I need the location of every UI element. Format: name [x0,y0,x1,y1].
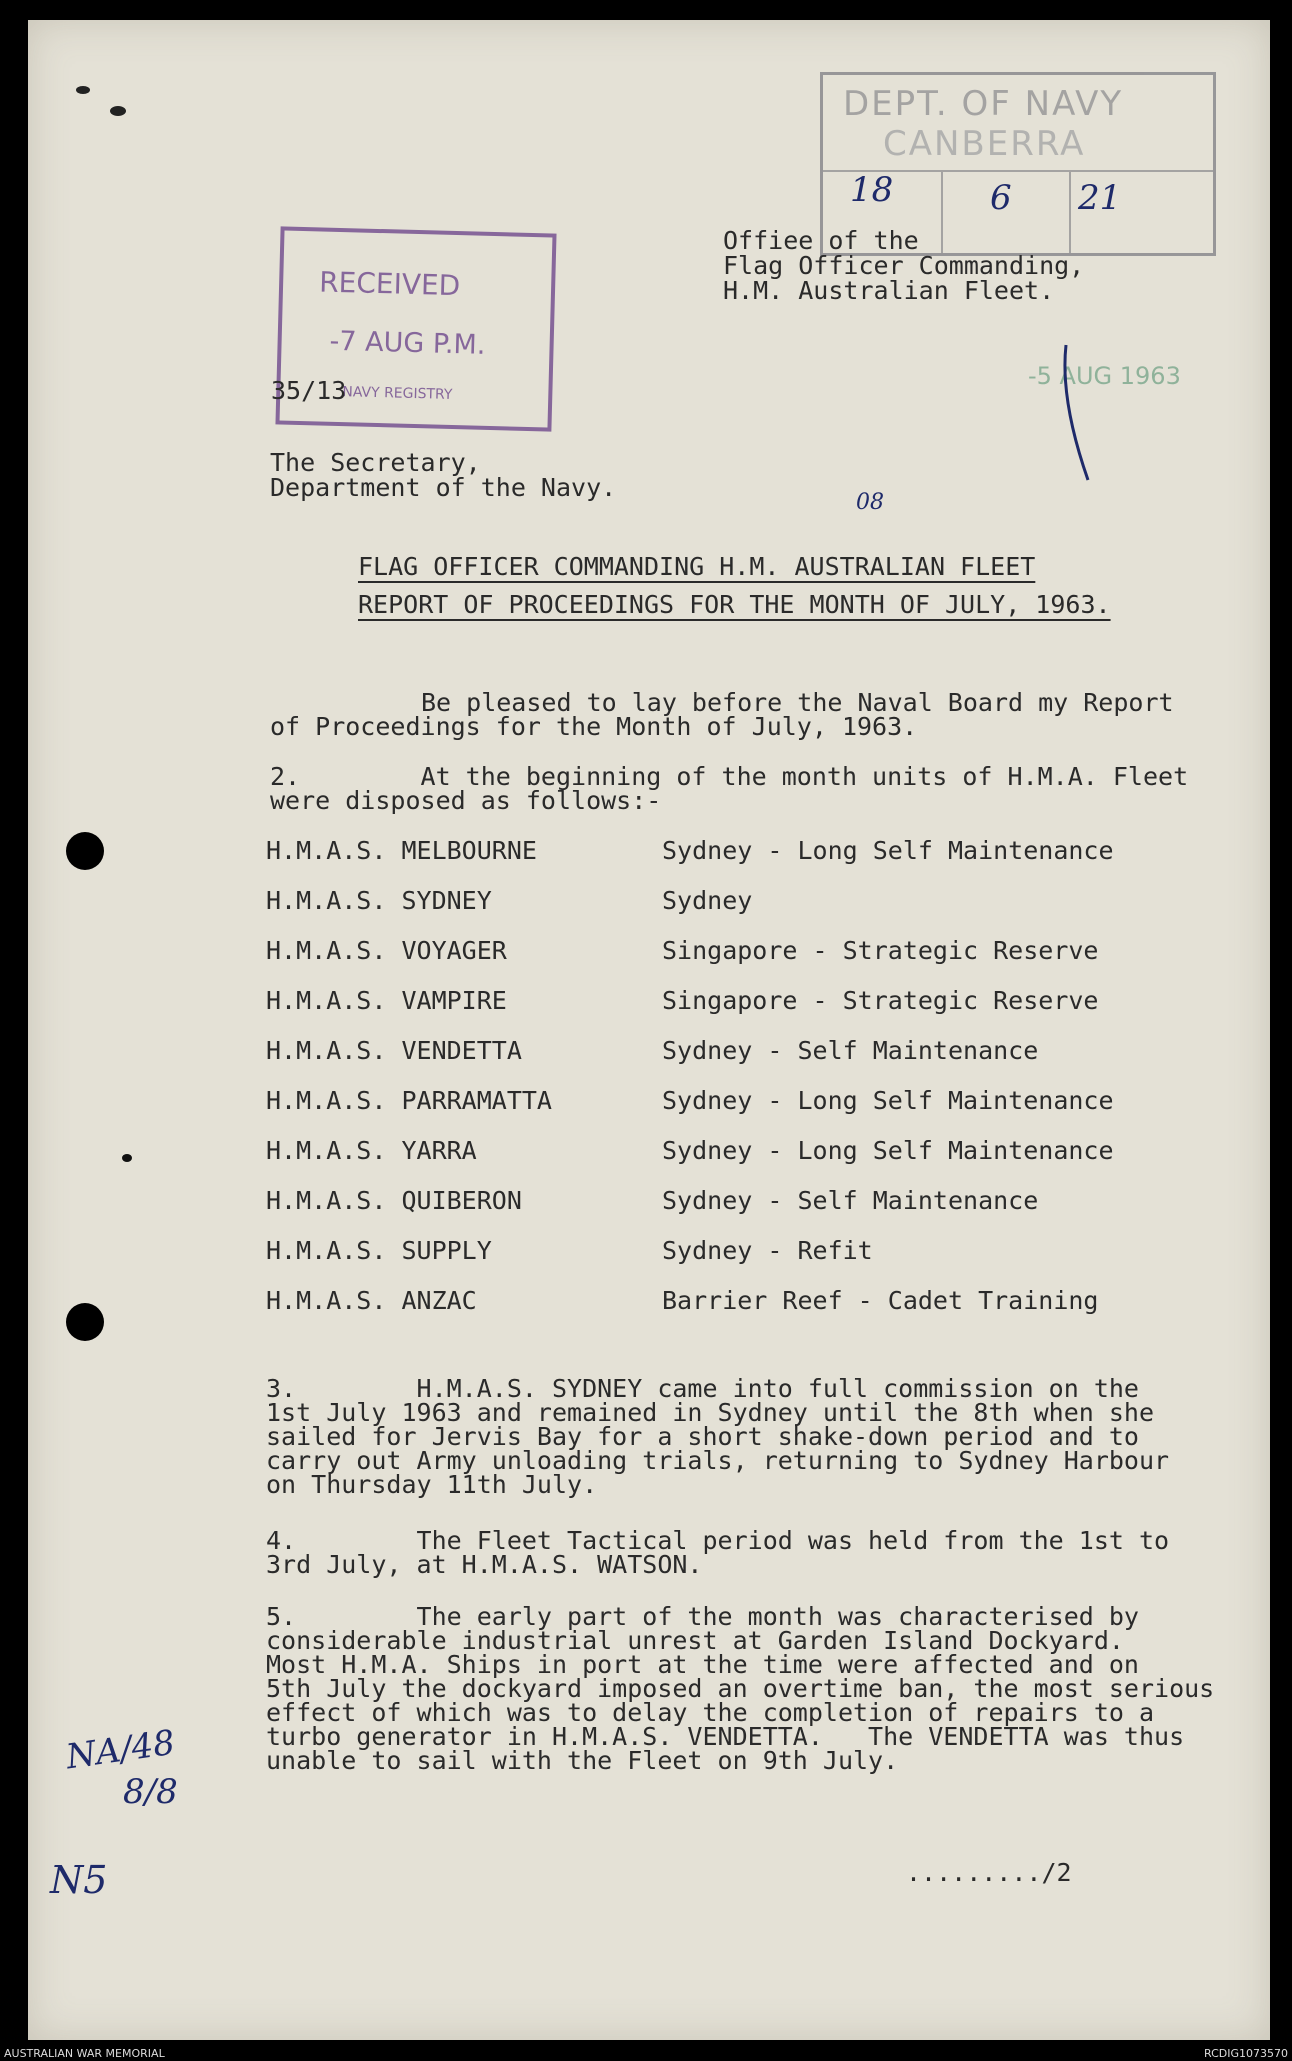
para4-line-1: 4. The Fleet Tactical period was held from the 1st to [266,1526,1170,1555]
received-stamp-date: -7 AUG P.M. [329,325,486,361]
ship-name: H.M.A.S. VENDETTA [266,1036,522,1065]
office-line-1: Offiee of the [723,226,919,255]
dept-navy-number-2: 6 [990,178,1012,218]
pen-stroke [1058,340,1098,490]
para3-line-1: 3. H.M.A.S. SYDNEY came into full commission on the [266,1374,1139,1403]
title-line-1: FLAG OFFICER COMMANDING H.M. AUSTRALIAN FLEET [358,552,1036,581]
para4-line-2: 3rd July, at H.M.A.S. WATSON. [266,1550,703,1579]
title-line-2: REPORT OF PROCEEDINGS FOR THE MONTH OF JULY, 1963. [358,590,1111,619]
ship-row [266,1188,1166,1218]
para5-line-2: considerable industrial unrest at Garden Island Dockyard. [266,1626,1124,1655]
ship-location: Sydney [662,886,753,915]
ship-name: H.M.A.S. YARRA [266,1136,477,1165]
margin-note-2: 8/8 [123,1772,178,1812]
document-page [28,20,1270,2040]
ship-row [266,1038,1166,1068]
ship-location: Sydney - Long Self Maintenance [662,836,1114,865]
para3-line-2: 1st July 1963 and remained in Sydney until the 8th when she [266,1398,1155,1427]
para2-line-1: 2. At the beginning of the month units of H.M.A. Fleet [270,762,1189,791]
ship-name: H.M.A.S. MELBOURNE [266,836,537,865]
ship-location: Sydney - Self Maintenance [662,1036,1039,1065]
ship-name: H.M.A.S. VAMPIRE [266,986,507,1015]
received-stamp-registry: NAVY REGISTRY [342,384,453,403]
dept-navy-number-1: 18 [850,170,894,210]
office-line-3: H.M. Australian Fleet. [723,276,1055,305]
intro-line-1: Be pleased to lay before the Naval Board my Report [421,688,1174,717]
margin-note-3: N5 [50,1858,108,1902]
para3-line-4: carry out Army unloading trials, returning to Sydney Harbour [266,1446,1170,1475]
ship-row [266,938,1166,968]
addressee-line-2: Department of the Navy. [270,473,617,502]
ship-row [266,988,1166,1018]
ship-name: H.M.A.S. PARRAMATTA [266,1086,552,1115]
ship-row [266,1088,1166,1118]
date-stamp: -5 AUG 1963 [1028,362,1181,390]
ship-row [266,838,1166,868]
ship-location: Sydney - Long Self Maintenance [662,1086,1114,1115]
intro-line-2: of Proceedings for the Month of July, 1963. [270,712,918,741]
received-stamp-line1: RECEIVED [318,265,461,303]
dept-navy-number-3: 21 [1078,178,1122,218]
punch-hole [66,1303,104,1341]
ship-location: Singapore - Strategic Reserve [662,936,1099,965]
ship-location: Sydney - Long Self Maintenance [662,1136,1114,1165]
footer-left: AUSTRALIAN WAR MEMORIAL [4,2047,165,2060]
footer-right: RCDIG1073570 [1203,2047,1288,2060]
office-line-2: Flag Officer Commanding, [723,251,1085,280]
ship-location: Sydney - Self Maintenance [662,1186,1039,1215]
punch-hole [66,832,104,870]
addressee-line-1: The Secretary, [270,448,481,477]
para5-line-5: effect of which was to delay the completion of repairs to a [266,1698,1155,1727]
para5-line-4: 5th July the dockyard imposed an overtime ban, the most serious [266,1674,1215,1703]
ship-row [266,888,1166,918]
file-reference: 35/13 [271,376,347,405]
ship-row [266,1238,1166,1268]
margin-note-1: NA/48 [63,1722,178,1778]
ship-name: H.M.A.S. SUPPLY [266,1236,492,1265]
para5-line-7: unable to sail with the Fleet on 9th July. [266,1746,899,1775]
para5-line-3: Most H.M.A. Ships in port at the time were affected and on [266,1650,1139,1679]
continuation-mark: ........./2 [906,1858,1072,1887]
ship-name: H.M.A.S. SYDNEY [266,886,492,915]
ship-location: Singapore - Strategic Reserve [662,986,1099,1015]
para3-line-5: on Thursday 11th July. [266,1470,598,1499]
ship-name: H.M.A.S. QUIBERON [266,1186,522,1215]
ship-location: Sydney - Refit [662,1236,873,1265]
paper-mark [76,86,90,94]
ship-row [266,1288,1166,1318]
ship-row [266,1138,1166,1168]
paper-mark [122,1154,132,1162]
dept-navy-stamp-line1: DEPT. OF NAVY [843,84,1124,124]
registry-note: 08 [856,490,884,515]
ship-location: Barrier Reef - Cadet Training [662,1286,1099,1315]
dept-navy-stamp-line2: CANBERRA [883,124,1086,164]
para3-line-3: sailed for Jervis Bay for a short shake-down period and to [266,1422,1139,1451]
para2-line-2: were disposed as follows:- [270,786,662,815]
ship-name: H.M.A.S. ANZAC [266,1286,477,1315]
para5-line-1: 5. The early part of the month was characterised by [266,1602,1139,1631]
paper-mark [110,106,126,116]
para5-line-6: turbo generator in H.M.A.S. VENDETTA. The VENDETTA was thus [266,1722,1185,1751]
ship-name: H.M.A.S. VOYAGER [266,936,507,965]
